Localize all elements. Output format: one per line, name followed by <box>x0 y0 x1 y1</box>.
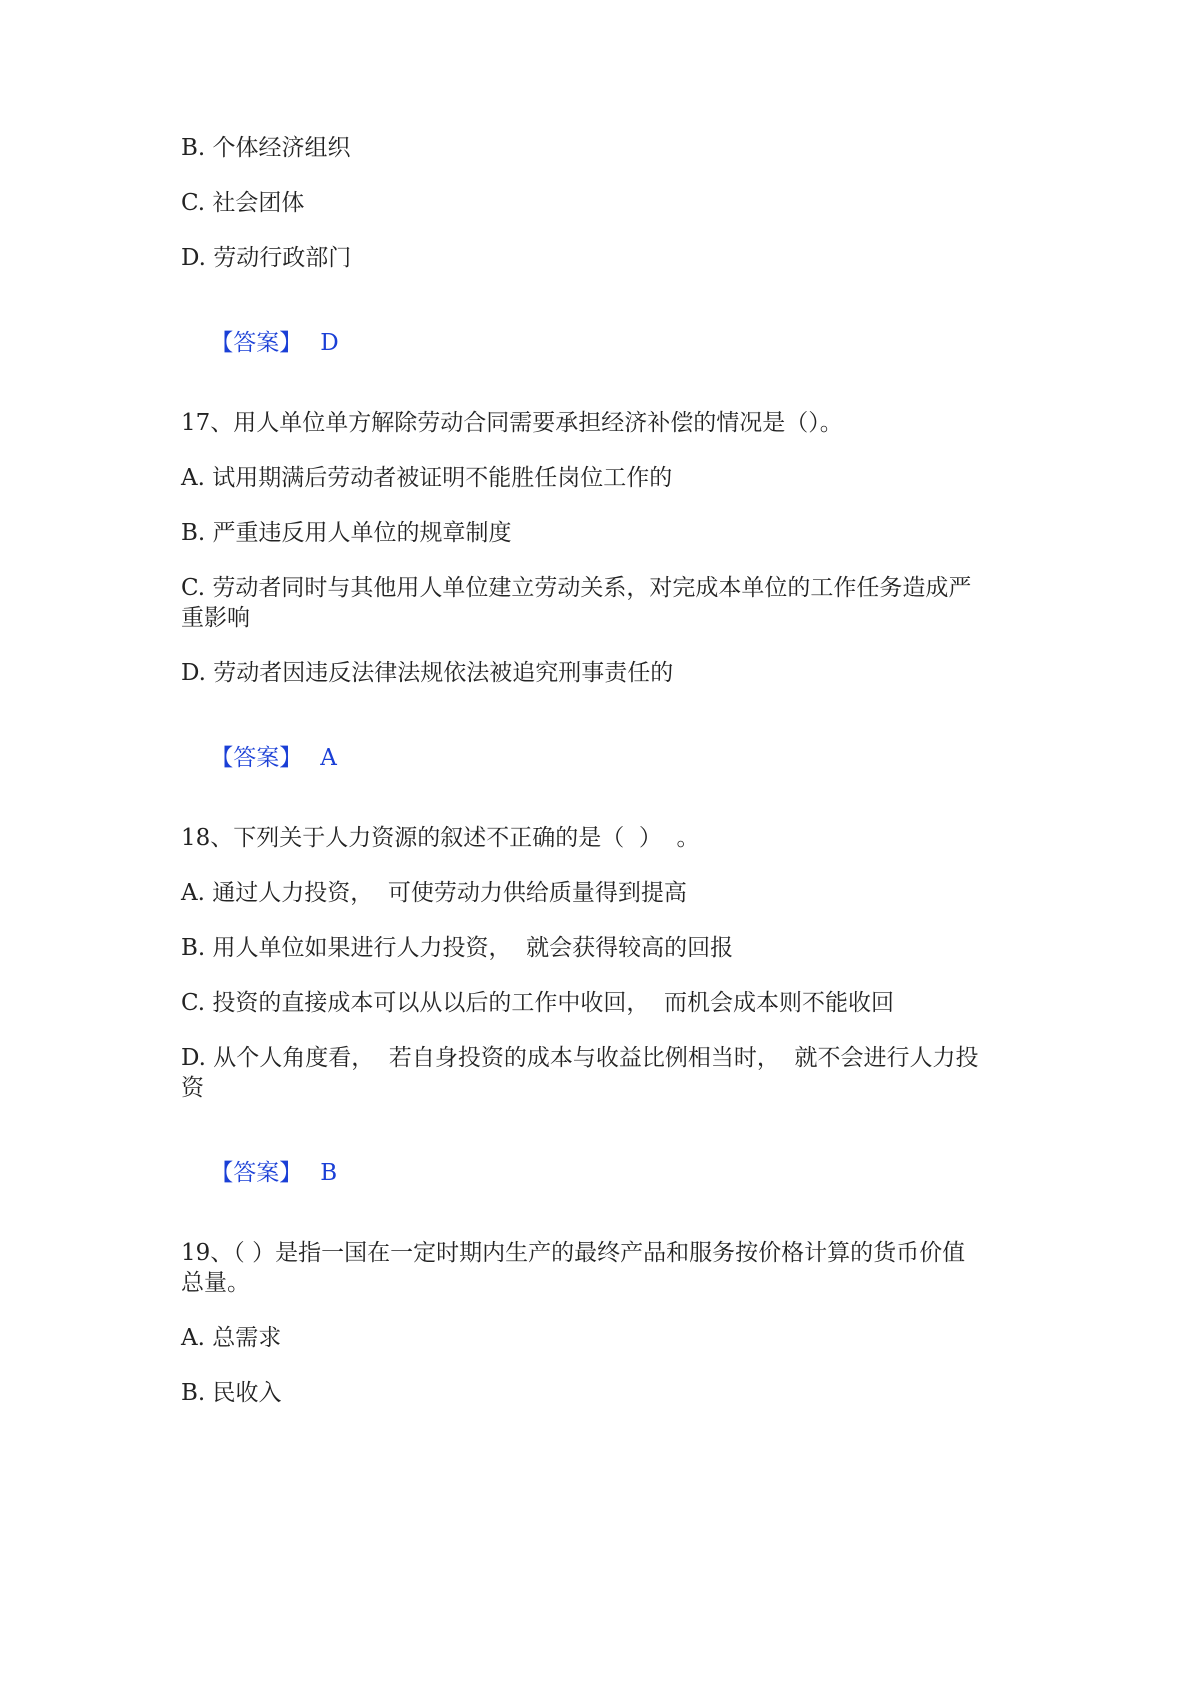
q18-option-c: C. 投资的直接成本可以从以后的工作中收回， 而机会成本则不能收回 <box>181 990 895 1016</box>
q17-answer <box>181 713 1011 803</box>
q19-option-b: B. 民收入 <box>181 1380 282 1406</box>
q16-answer <box>181 298 1011 388</box>
q17-option-d: D. 劳动者因违反法律法规依法被追究刑事责任的 <box>181 660 674 686</box>
q18-option-a: A. 通过人力投资， 可使劳动力供给质量得到提高 <box>181 880 687 906</box>
answer-value: D <box>320 330 339 356</box>
q17-option-c-line2: 重影响 <box>181 605 250 631</box>
q16-option-d: D. 劳动行政部门 <box>181 245 352 271</box>
q16-option-c: C. 社会团体 <box>181 190 305 216</box>
q17-option-a: A. 试用期满后劳动者被证明不能胜任岗位工作的 <box>181 465 673 491</box>
q18-answer <box>181 1128 1011 1218</box>
q19-question-line2: 总量。 <box>181 1270 250 1296</box>
q18-option-d-line2: 资 <box>181 1075 204 1101</box>
q19-option-a: A. 总需求 <box>181 1325 282 1351</box>
q18-option-b: B. 用人单位如果进行人力投资， 就会获得较高的回报 <box>181 935 734 961</box>
q16-option-b: B. 个体经济组织 <box>181 135 351 161</box>
answer-label: 【答案】 <box>210 1160 303 1186</box>
q18-question: 18、下列关于人力资源的叙述不正确的是（ ） 。 <box>181 825 700 851</box>
answer-value: B <box>320 1160 338 1186</box>
q17-option-b: B. 严重违反用人单位的规章制度 <box>181 520 512 546</box>
answer-label: 【答案】 <box>210 330 303 356</box>
answer-value: A <box>320 745 337 771</box>
q17-question: 17、用人单位单方解除劳动合同需要承担经济补偿的情况是（）。 <box>181 410 843 436</box>
q18-option-d-line1: D. 从个人角度看， 若自身投资的成本与收益比例相当时， 就不会进行人力投 <box>181 1045 979 1071</box>
q17-option-c-line1: C. 劳动者同时与其他用人单位建立劳动关系，对完成本单位的工作任务造成严 <box>181 575 972 601</box>
answer-label: 【答案】 <box>210 745 303 771</box>
q19-question-line1: 19、（ ）是指一国在一定时期内生产的最终产品和服务按价格计算的货币价值 <box>181 1240 966 1266</box>
